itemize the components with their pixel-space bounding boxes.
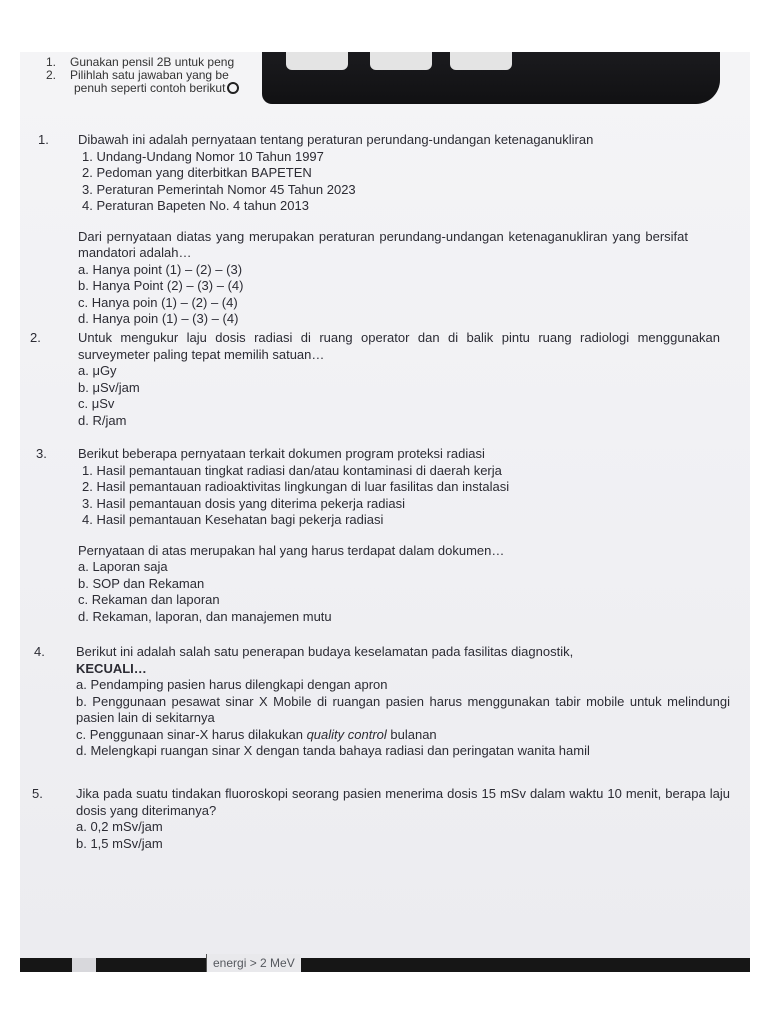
answer-option: a. Laporan saja [78, 559, 168, 574]
answer-option-tail: bulanan [386, 726, 437, 742]
statement: 4. Peraturan Bapeten No. 4 tahun 2013 [82, 198, 309, 213]
calculator-object [262, 52, 720, 104]
question-number: 4. [34, 644, 45, 659]
calculator-key [286, 52, 348, 70]
answer-option [76, 727, 730, 744]
instruction-item [46, 82, 239, 95]
question-1 [30, 132, 710, 328]
question-stem: Berikut beberapa pernyataan terkait dokumen program proteksi radiasi [78, 446, 485, 461]
answer-option: d. Rekaman, laporan, dan manajemen mutu [78, 608, 332, 624]
question-3 [30, 446, 720, 625]
bottom-edge-strip [20, 958, 750, 972]
instruction-text: Gunakan pensil 2B untuk peng [70, 55, 235, 69]
question-number: 1. [38, 132, 49, 147]
statement: 3. Hasil pemantauan dosis yang diterima pekerja radiasi [82, 495, 406, 511]
answer-option-text: c. Penggunaan sinar-X harus dilakukan [76, 726, 303, 742]
answer-option: b. Penggunaan pesawat sinar X Mobile di ruangan pasien harus menggunakan tabir mobile untuk melindungi pasien lain di sekitarnya [76, 693, 730, 725]
answer-option: a. 0,2 mSv/jam [76, 819, 163, 834]
question-number: 3. [36, 446, 47, 461]
answer-option: b. SOP dan Rekaman [78, 575, 205, 591]
question-prompt: Dari pernyataan diatas yang merupakan peraturan perundang-undangan ketenaganukliran yang bersifat mandatori adalah… [78, 228, 688, 260]
statement: 4. Hasil pemantauan Kesehatan bagi pekerja radiasi [82, 512, 384, 527]
next-page-fragment: energi > 2 MeV [206, 954, 301, 972]
answer-option: a. μGy [78, 363, 117, 378]
answer-option: b. μSv/jam [78, 379, 140, 395]
instruction-number: 1. [46, 55, 57, 69]
question-5 [30, 786, 730, 852]
question-stem: Untuk mengukur laju dosis radiasi di ruang operator dan di balik pintu ruang radiologi menggunakan surveymeter paling tepat memilih satuan… [78, 330, 720, 362]
question-2 [30, 330, 720, 429]
answer-option: c. Rekaman dan laporan [78, 592, 220, 607]
answer-option: d. R/jam [78, 412, 127, 428]
answer-option: a. Hanya point (1) – (2) – (3) [78, 261, 243, 277]
answer-option: b. Hanya Point (2) – (3) – (4) [78, 278, 244, 293]
question-stem-emphasis: KECUALI… [76, 660, 147, 676]
statement: 2. Hasil pemantauan radioaktivitas lingkungan di luar fasilitas dan instalasi [82, 479, 510, 494]
answer-option-italic: quality control [306, 726, 387, 742]
instruction-number: 2. [46, 68, 57, 82]
instruction-text: penuh seperti contoh berikut [74, 81, 226, 95]
question-stem: Dibawah ini adalah pernyataan tentang peraturan perundang-undangan ketenaganukliran [78, 132, 594, 147]
question-prompt: Pernyataan di atas merupakan hal yang harus terdapat dalam dokumen… [78, 542, 505, 558]
instruction-text: Pilihlah satu jawaban yang be [70, 68, 229, 82]
example-bubble-icon [227, 82, 239, 94]
statement: 1. Hasil pemantauan tingkat radiasi dan/atau kontaminasi di daerah kerja [82, 462, 502, 478]
exam-instructions [46, 56, 239, 95]
answer-option: d. Melengkapi ruangan sinar X dengan tanda bahaya radiasi dan peringatan wanita hamil [76, 743, 590, 758]
question-4 [30, 644, 730, 760]
statement: 3. Peraturan Pemerintah Nomor 45 Tahun 2023 [82, 181, 356, 197]
answer-option: b. 1,5 mSv/jam [76, 835, 163, 851]
answer-option: a. Pendamping pasien harus dilengkapi dengan apron [76, 677, 388, 692]
answer-option: c. μSv [78, 396, 115, 411]
calculator-key [370, 52, 432, 70]
statement: 1. Undang-Undang Nomor 10 Tahun 1997 [82, 148, 324, 164]
question-number: 5. [32, 786, 43, 801]
answer-option: d. Hanya poin (1) – (3) – (4) [78, 311, 239, 326]
question-stem: Jika pada suatu tindakan fluoroskopi seorang pasien menerima dosis 15 mSv dalam waktu 10 menit, berapa laju dosis yang diterimanya? [76, 786, 730, 818]
calculator-key [450, 52, 512, 70]
question-stem: Berikut ini adalah salah satu penerapan budaya keselamatan pada fasilitas diagnostik, [76, 644, 574, 659]
answer-option: c. Hanya poin (1) – (2) – (4) [78, 294, 238, 310]
statement: 2. Pedoman yang diterbitkan BAPETEN [82, 165, 312, 180]
question-number: 2. [30, 330, 41, 345]
